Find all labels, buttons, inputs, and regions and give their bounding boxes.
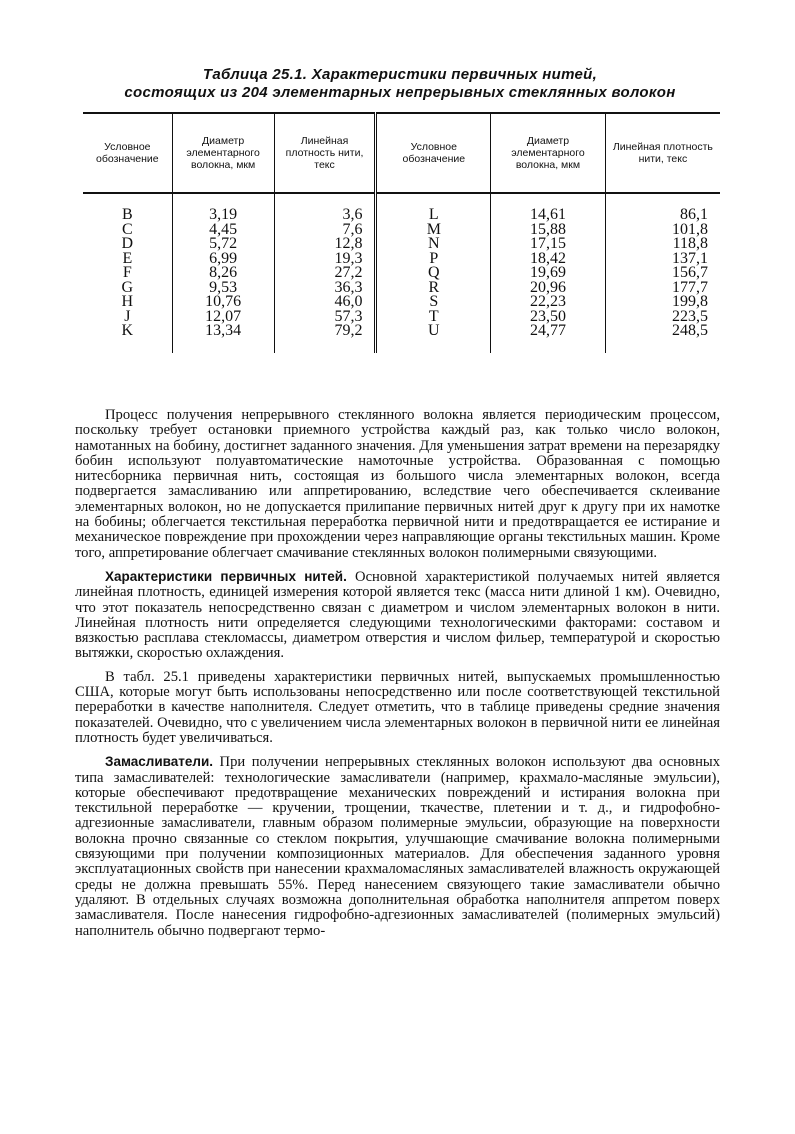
table-cell: 14,61 [491,208,606,223]
table-cell: B [122,206,133,223]
col-header-designation: Условное обозначение [83,113,172,193]
table-row [83,310,720,325]
table-cell: T [376,310,491,325]
table-cell: 9,53 [172,281,274,296]
table-cell: C [122,220,133,238]
table-cell: 137,1 [605,252,720,267]
col-header-designation-2: Условное обозначение [376,113,491,193]
table-cell: R [376,281,491,296]
table-cell: 10,76 [172,295,274,310]
table-cell: 18,42 [491,252,606,267]
table-cell: 15,88 [491,223,606,238]
table-cell: 199,8 [605,295,720,310]
table-cell: H [121,293,134,310]
col-header-density: Линейная плотность нити, текс [274,113,376,193]
table-cell: 86,1 [605,208,720,223]
table-cell: 248,5 [605,324,720,353]
fiber-table [83,112,720,353]
col-header-density-2: Линейная плотность нити, текс [605,113,720,193]
table-cell: J [124,307,131,325]
table-cell: L [376,208,491,223]
table-cell: F [122,264,132,281]
table-cell: 223,5 [605,310,720,325]
table-row [83,208,720,223]
col-header-diameter: Диаметр элементарного волокна, мкм [172,113,274,193]
table-cell: G [121,278,134,296]
table-cell: M [376,223,491,238]
table-cell: 13,34 [172,324,274,353]
caption-line-2: состоящих из 204 элементарных непрерывных стеклянных волокон [124,84,676,101]
table-cell: 23,50 [491,310,606,325]
table-cell: P [376,252,491,267]
paragraph-text: Основной характеристикой получаемых нитей является линейная плотность, единицей измерения которой является текс (масса нити длиной 1 км). Очевидно, что этот показатель непосредственно связан с диаметром и числом элементарных волокон в нити. Линейная плотность нити определяется следующими технологическими факторами: составом и вязкостью расплава стекломассы, диаметром отверстия и числом фильер, температурой и скоростью вытяжки, скоростью охлаждения. [75,568,720,662]
table-cell: Q [376,266,491,281]
table-header-row [83,113,720,193]
table-cell: 8,26 [172,266,274,281]
paragraph [75,670,720,746]
table-cell: 79,2 [274,324,376,353]
table-cell: 19,3 [274,252,376,267]
paragraph-text: Процесс получения непрерывного стеклянного волокна является периодическим процессом, поскольку требует остановки приемного устройства каждый раз, как только число волокон, намотанных на бобину, достигнет заданного значения. Для уменьшения затрат времени на перезарядку бобин используют полуавтоматические намоточные устройства. Образованная с помощью нитесборника первичная нить, состоящая из большого числа элементарных волокон, всегда подвергается замасливанию или аппретированию, вследствие чего обеспечивается склеивание элементарных волокон, но не допускается прилипание первичных нитей друг к другу при их намотке на бобины; облегчается текстильная переработка первичной нити и предотвращается ее истирание и механическое повреждение при прохождении через направляющие органы текстильных машин. Кроме того, аппретирование облегчает смачивание стеклянных волокон полимерными связующими. [75,407,720,561]
table-cell: 46,0 [274,295,376,310]
col-header-diameter-2: Диаметр элементарного волокна, мкм [491,113,606,193]
table-cell: 6,99 [172,252,274,267]
table-cell: D [121,235,134,252]
paragraph-lead: Замасливатели. [105,754,214,770]
table-row [83,237,720,252]
table-cell: 4,45 [172,223,274,238]
table-row [83,281,720,296]
table-cell: 156,7 [605,266,720,281]
table-row [83,266,720,281]
paragraph-text: При получении непрерывных стеклянных волокон используют два основных типа замасливателей: технологические замасливатели (например, крахмало-масляные эмульсии), которые обеспечивают предотвращение механических повреждений и истирания волокна при текстильной переработке — кручении, трощении, ткачестве, плетении и т. д., и гидрофобно-адгезионные замасливатели, главным образом полимерные эмульсии, образующие на поверхности волокна прочно связанные со стеклом покрытия, улучшающие смачивание волокна полимерными связующими при получении композиционных материалов. Для обеспечения заданного уровня эксплуатационных свойств при нанесении крахмаломасляных замасливателей влажность окружающей среды не должна превышать 55%. Перед нанесением связующего такие замасливатели обычно удаляют. В отдельных случаях возможна дополнительная обработка наполнителя аппретом поверх замасливателя. После нанесения гидрофобно-адгезионных замасливателей (полимерных эмульсий) наполнитель обычно подвергают термо- [75,754,720,939]
table-cell: 20,96 [491,281,606,296]
table-cell: 27,2 [274,266,376,281]
table-cell: 101,8 [605,223,720,238]
table-row [83,252,720,267]
caption-line-1: Таблица 25.1. Характеристики первичных нитей, [202,66,598,83]
table-cell: 17,15 [491,237,606,252]
table-caption [80,66,720,102]
table-cell: 24,77 [491,324,606,353]
table-cell: N [376,237,491,252]
table-cell: K [121,322,134,339]
table-cell: 12,8 [274,237,376,252]
table-row [83,223,720,238]
table-row [83,295,720,310]
table-cell: 19,69 [491,266,606,281]
table-cell: 3,6 [274,208,376,223]
paragraph-text: В табл. 25.1 приведены характеристики первичных нитей, выпускаемых промышленностью США, которые могут быть использованы непосредственно или после соответствующей текстильной переработки в качестве наполнителя. Следует отметить, что в таблице приведены средние значения показателей. Очевидно, что с увеличением числа элементарных волокон в первичной нити ее линейная плотность будет увеличиваться. [75,668,720,746]
table-cell: 7,6 [274,223,376,238]
paragraph [75,754,720,939]
table-row [83,324,720,353]
table-cell: 118,8 [605,237,720,252]
body-text [75,408,720,947]
paragraph [75,408,720,561]
table-cell: 12,07 [172,310,274,325]
table-cell: 36,3 [274,281,376,296]
table-cell: S [376,295,491,310]
table-cell: U [376,324,491,353]
table-cell: 22,23 [491,295,606,310]
table-cell: 5,72 [172,237,274,252]
paragraph-lead: Характеристики первичных нитей. [105,568,347,584]
table-cell: 177,7 [605,281,720,296]
table-cell: 57,3 [274,310,376,325]
table-cell: E [122,249,133,267]
table-cell: 3,19 [172,208,274,223]
paragraph [75,569,720,662]
